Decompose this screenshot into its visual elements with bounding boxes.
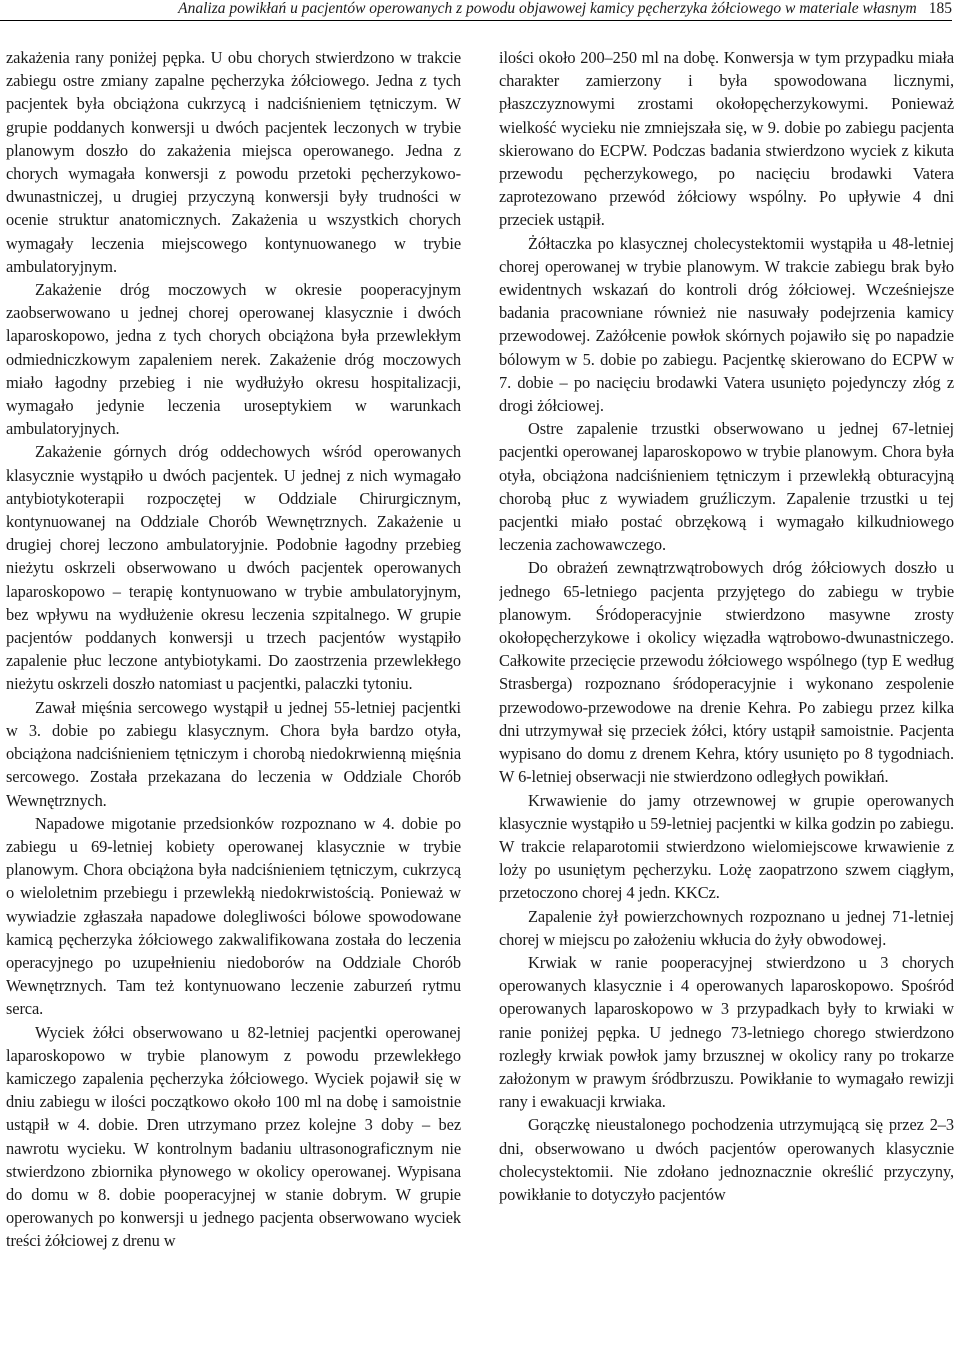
paragraph: zakażenia rany poniżej pępka. U obu chorych stwierdzono w trakcie zabiegu ostre zmiany zapalne pęcherzyka żółciowego. Jedna z tych pacjentek była obciążona cukrzycą i nadciśnieniem tętniczym. W grupie poddanych konwersji u dwóch pacjentek leczonych w trybie planowym doszło do zakażenia miejsca operowanego. Jedna z chorych wymagała konwersji z powodu przetoki pęcherzykowo-dwunastniczej, u drugiej przyczyną konwersji były trudności w ocenie struktur anatomicznych. Zakażenia u wszystkich chorych wymagały leczenia miejscowego kontynuowanego w trybie ambulatoryjnym. (6, 48, 461, 276)
paragraph: Zapalenie żył powierzchownych rozpoznano u jednej 71-letniej chorej w miejscu po założeniu wkłucia do żyły obwodowej. (499, 906, 954, 949)
paragraph: Krwawienie do jamy otrzewnowej w grupie operowanych klasycznie wystąpiło u 59-letniej pacjentki w kilka godzin po zabiegu. W trakcie relaparotomii stwierdzono wielomiejscowe krwawienie z loży po usuniętym pęcherzyku. Lożę zaopatrzono szwem ciągłym, przetoczono chorej 4 jedn. KKCz. (499, 790, 954, 903)
paragraph: Żółtaczka po klasycznej cholecystektomii wystąpiła u 48-letniej chorej operowanej w trybie planowym. W trakcie zabiegu brak było ewidentnych wskazań do kontroli dróg żółciowej. Wcześniejsze badania pracowniane również nie nasuwały podejrzenia kamicy przewodowej. Zażółcenie powłok skórnych pojawiło się po napadzie bólowym w 5. dobie po zabiegu. Pacjentkę skierowano do ECPW w 7. dobie – po nacięciu brodawki Vatera usunięto pojedynczy złóg z drogi żółciowej. (499, 233, 954, 416)
paragraph: Wyciek żółci obserwowano u 82-letniej pacjentki operowanej laparoskopowo w trybie planowym z powodu przewlekłego kamiczego zapalenia pęcherzyka żółciowego. Wyciek pojawił się w dniu zabiegu w ilości początkowo około 100 ml na dobę i samoistnie ustąpił w 4. dobie. Dren utrzymano przez kolejne 3 doby – bez nawrotu wycieku. W kontrolnym badaniu ultrasonograficznym nie stwierdzono zbiornika płynowego w okolicy operowanej. Wypisana do domu w 8. dobie pooperacyjnej w stanie dobrym. W grupie operowanych po konwersji u jednego pacjenta obserwowano wyciek treści żółciowej z drenu w (6, 1022, 461, 1251)
paragraph: Zawał mięśnia sercowego wystąpił u jednej 55-letniej pacjentki w 3. dobie po zabiegu klasycznym. Chora była bardzo otyła, obciążona nadciśnieniem tętniczym i chorobą niedokrwienną mięśnia sercowego. Została przekazana do leczenia w Oddziale Chorób Wewnętrznych. (6, 697, 461, 810)
right-column (499, 46, 954, 1356)
paragraph: Gorączkę nieustalonego pochodzenia utrzymującą się przez 2–3 dni, obserwowano u dwóch pacjentów operowanych klasycznie cholecystektomii. Nie zdołano jednoznacznie określić przyczyny, powikłanie to dotyczyło pacjentów (499, 1115, 954, 1204)
header-title: Analiza powikłań u pacjentów operowanych z powodu objawowej kamicy pęcherzyka żółciowego w materiale własnym (178, 0, 917, 17)
left-column (6, 46, 461, 1356)
paragraph: Ostre zapalenie trzustki obserwowano u jednej 67-letniej pacjentki operowanej laparoskopowo w trybie planowym. Chora była otyła, obciążona nadciśnieniem tętniczym i przewlekłą obturacyjną chorobą płuc z wywiadem gruźliczym. Zapalenie trzustki u tej pacjentki miało postać obrzękową i wymagało kilkudniowego leczenia zachowawczego. (499, 419, 954, 555)
paragraph: Napadowe migotanie przedsionków rozpoznano w 4. dobie po zabiegu u 69-letniej kobiety operowanej klasycznie w trybie planowym. Chora obciążona była nadciśnieniem tętniczym, cukrzycą o wieloletnim przebiegu i przewlekłą niedokrwistością. Ponieważ w wywiadzie zgłaszała napadowe dolegliwości bólowe spowodowane kamicą pęcherzyka żółciowego zakwalifikowana została do leczenia operacyjnego po uzupełnieniu niedoborów na Oddziale Chorób Wewnętrznych. Tam też kontynuowano leczenie zaburzeń rytmu serca. (6, 813, 461, 1019)
paragraph: ilości około 200–250 ml na dobę. Konwersja w tym przypadku miała charakter zamierzony i była spowodowana licznymi, płaszczyznowymi zrostami okołopęcherzykowymi. Ponieważ wielkość wycieku nie zmniejszała się, w 9. dobie po zabiegu pacjenta skierowano do ECPW. Podczas badania stwierdzono wyciek z kikuta przewodu pęcherzykowego, po nacięciu brodawki Vatera zaprotezowano przewód żółciowy wspólny. Po upływie 4 dni przeciek ustąpił. (499, 48, 954, 230)
paragraph: Zakażenie dróg moczowych w okresie pooperacyjnym zaobserwowano u jednej chorej operowanej klasycznie i dwóch laparoskopowo, jedna z tych chorych obciążona była przewlekłym odmiedniczkowym zapaleniem nerek. Zakażenie dróg moczowych miało łagodny przebieg i nie wydłużyło okresu hospitalizacji, wymagało jedynie leczenia uroseptykiem w warunkach ambulatoryjnych. (6, 280, 461, 439)
running-header (0, 0, 952, 21)
page-number: 185 (928, 0, 952, 17)
paragraph: Do obrażeń zewnątrzwątrobowych dróg żółciowych doszło u jednego 65-letniego pacjenta przyjętego do zabiegu w trybie planowym. Śródoperacyjnie stwierdzono masywne zrosty okołopęcherzykowe i okolicy więzadła wątrobowo-dwunastniczego. Całkowite przecięcie przewodu żółciowego wspólnego (typ E według Strasberga) rozpoznano śródoperacyjnie i wykonano zespolenie przewodowo-przewodowe na drenie Kehra. Po zabiegu przez kilka dni utrzymywał się przeciek żółci, który ustąpił samoistnie. Pacjenta wypisano do domu z drenem Kehra, który usunięto po 8 tygodniach. W 6-letniej obserwacji nie stwierdzono odległych powikłań. (499, 558, 954, 787)
article-body (6, 46, 954, 1356)
paragraph: Zakażenie górnych dróg oddechowych wśród operowanych klasycznie wystąpiło u dwóch pacjentek. U jednej z nich wymagało antybiotykoterapii rozpoczętej w Oddziale Chirurgicznym, kontynuowanej na Oddziale Chorób Wewnętrznych. Zakażenie u drugiej chorej leczono ambulatoryjnie. Podobnie łagodny przebieg nieżytu oskrzeli obserwowano u dwóch pacjentek operowanych laparoskopowo – terapię kontynuowano w trybie ambulatoryjnym, bez wpływu na wydłużenie okresu leczenia szpitalnego. W grupie pacjentów poddanych konwersji u trzech pacjentów wystąpiło zapalenie płuc leczone antybiotykami. Do zaostrzenia przewlekłego nieżytu oskrzeli doszło natomiast u pacjentki, palaczki tytoniu. (6, 442, 461, 694)
paragraph: Krwiak w ranie pooperacyjnej stwierdzono u 3 chorych operowanych klasycznie i 4 operowanych laparoskopowo. Spośród operowanych laparoskopowo w 3 przypadkach były to krwiaki w ranie poniżej pępka. U jednego 73-letniego chorego stwierdzono rozległy krwiak powłok jamy brzusznej w okolicy rany po trokarze założonym w prawym śródbrzuszu. Powikłanie to wymagało rewizji rany i ewakuacji krwiaka. (499, 952, 954, 1112)
